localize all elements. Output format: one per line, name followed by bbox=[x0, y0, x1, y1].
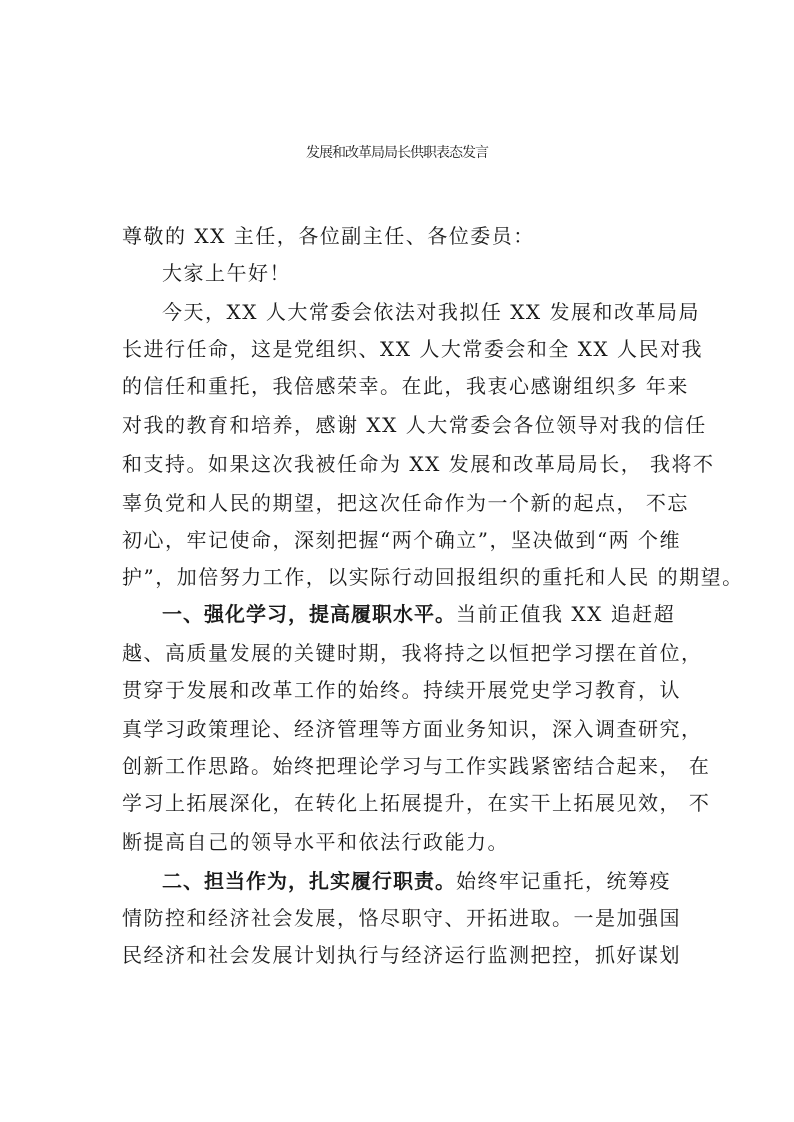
paragraph-line: 情防控和经济社会发展，恪尽职守、开拓进取。一是加强国 bbox=[122, 906, 681, 930]
paragraph-line: 民经济和社会发展计划执行与经济运行监测把控，抓好谋划 bbox=[122, 943, 681, 967]
section-1-first-line-text: 当前正值我 XX 追赶超 bbox=[456, 602, 676, 626]
paragraph-line: 初心，牢记使命，深刻把握“两个确立”，坚决做到“两 个维 bbox=[122, 528, 682, 552]
paragraph-line: 对我的教育和培养，感谢 XX 人大常委会各位领导对我的信任 bbox=[122, 413, 707, 437]
paragraph-line: 和支持。如果这次我被任命为 XX 发展和改革局局长， 我将不 bbox=[122, 452, 715, 476]
paragraph-line: 辜负党和人民的期望，把这次任命作为一个新的起点， 不忘 bbox=[122, 491, 689, 515]
section-1-heading: 一、强化学习，提高履职水平。 bbox=[162, 602, 456, 626]
paragraph-line: 学习上拓展深化，在转化上拓展提升，在实干上拓展见效， 不 bbox=[122, 791, 711, 815]
section-2-first-line-text: 始终牢记重托，统筹疫 bbox=[456, 869, 671, 893]
section-2-first-line bbox=[162, 867, 671, 895]
section-1-first-line bbox=[162, 600, 675, 628]
paragraph-line: 越、高质量发展的关键时期，我将持之以恒把学习摆在首位， bbox=[122, 641, 703, 665]
paragraph-line: 创新工作思路。始终把理论学习与工作实践紧密结合起来， 在 bbox=[122, 754, 711, 778]
paragraph-line: 今天，XX 人大常委会依法对我拟任 XX 发展和改革局局 bbox=[162, 300, 701, 324]
salutation: 尊敬的 XX 主任，各位副主任、各位委员： bbox=[122, 224, 535, 248]
document-title: 发展和改革局局长供职表态发言 bbox=[306, 145, 488, 161]
paragraph-line: 断提高自己的领导水平和依法行政能力。 bbox=[122, 830, 509, 854]
paragraph-line: 长进行任命，这是党组织、XX 人大常委会和全 XX 人民对我 bbox=[122, 337, 704, 361]
paragraph-line: 的信任和重托，我倍感荣幸。在此，我衷心感谢组织多 年来 bbox=[122, 374, 689, 398]
paragraph-line: 护”，加倍努力工作，以实际行动回报组织的重托和人民 的期望。 bbox=[122, 565, 744, 589]
greeting: 大家上午好！ bbox=[162, 261, 291, 285]
section-2-heading: 二、担当作为，扎实履行职责。 bbox=[162, 869, 456, 893]
paragraph-line: 真学习政策理论、经济管理等方面业务知识，深入调查研究， bbox=[122, 717, 703, 741]
paragraph-line: 贯穿于发展和改革工作的始终。持续开展党史学习教育，认 bbox=[122, 678, 681, 702]
